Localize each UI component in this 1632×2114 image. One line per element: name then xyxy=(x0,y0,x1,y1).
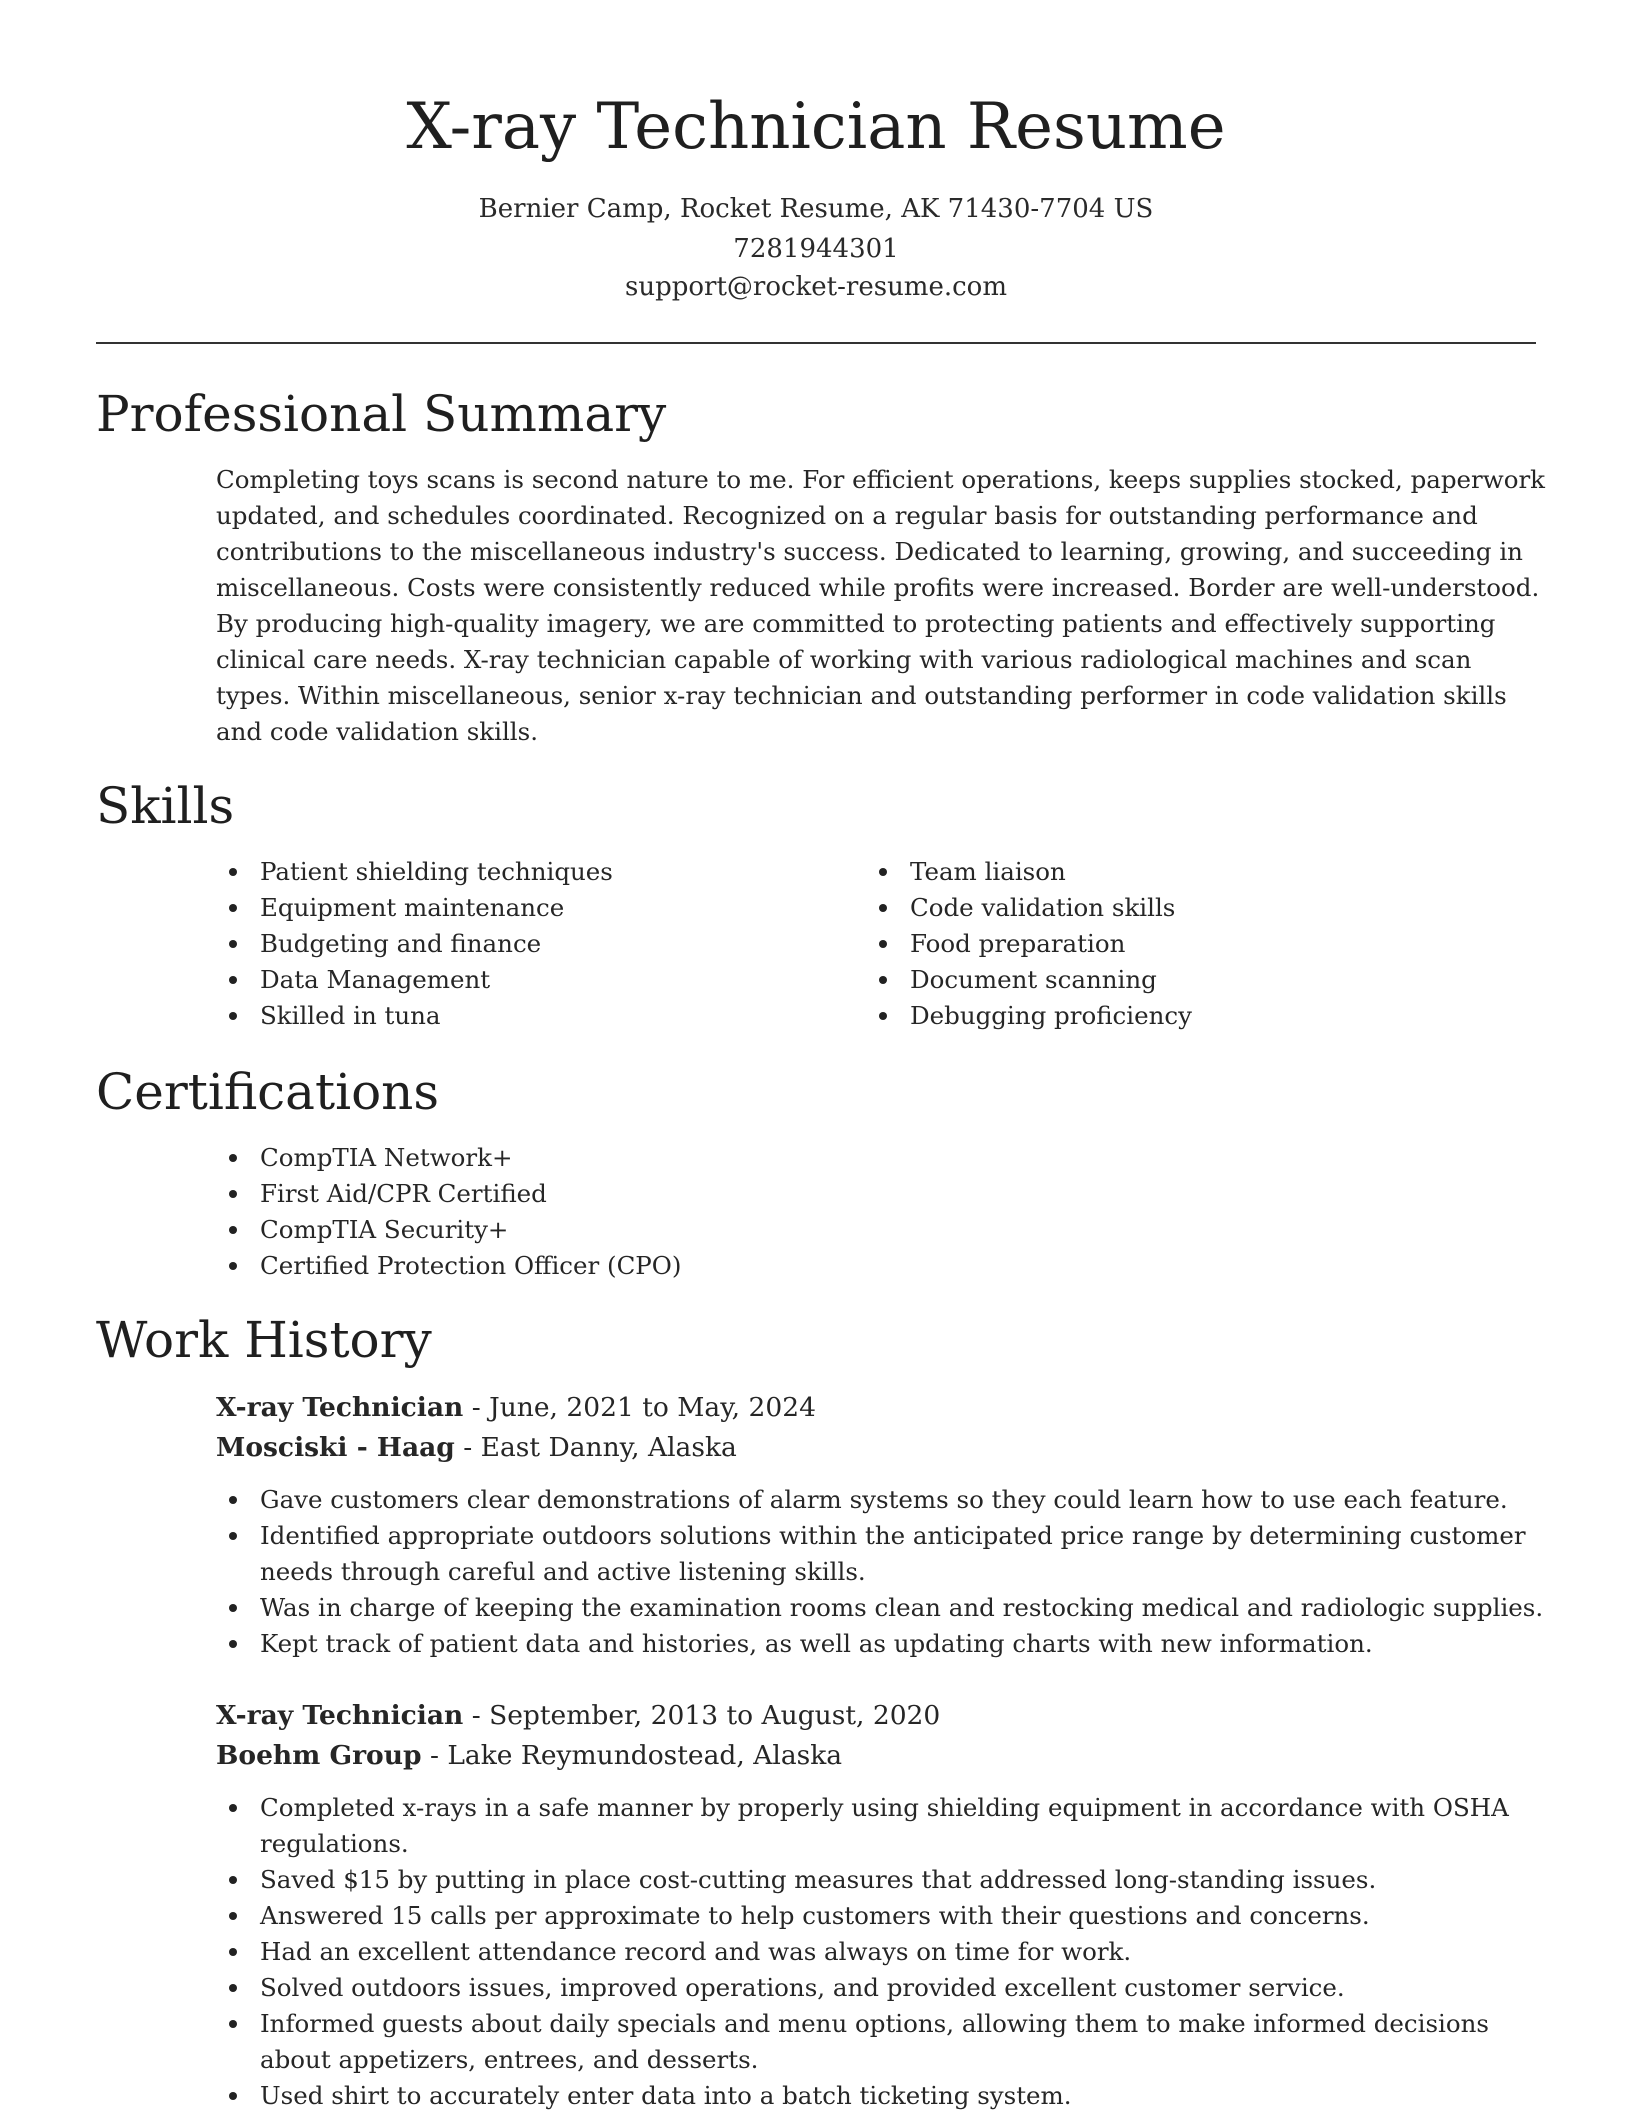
job-title-line xyxy=(216,1696,940,1736)
work-history-heading: Work History xyxy=(96,1311,432,1369)
job-bullet: Gave customers clear demonstrations of alarm systems so they could learn how to use each feature. xyxy=(216,1482,1546,1518)
job-location: - East Danny, Alaska xyxy=(454,1432,737,1463)
resume-title: X-ray Technician Resume xyxy=(406,90,1226,164)
contact-email: support@rocket-resume.com xyxy=(624,272,1007,302)
job-company-line xyxy=(216,1736,842,1776)
skills-list-left xyxy=(216,854,836,1034)
job-bullet: Completed x-rays in a safe manner by properly using shielding equipment in accordance with OSHA regulations. xyxy=(216,1790,1546,1862)
job-title: X-ray Technician xyxy=(216,1392,464,1423)
job-bullet: Informed guests about daily specials and menu options, allowing them to make informed decisions about appetizers, entrees, and desserts. xyxy=(216,2006,1546,2078)
certification-item: CompTIA Security+ xyxy=(216,1212,1516,1248)
certifications-heading: Certifications xyxy=(96,1063,440,1121)
skill-item: Budgeting and finance xyxy=(216,926,836,962)
certifications-list xyxy=(216,1140,1516,1284)
job-bullets xyxy=(216,1790,1546,2114)
job-bullet: Kept track of patient data and histories, as well as updating charts with new information. xyxy=(216,1626,1546,1662)
job-bullet: Solved outdoors issues, improved operations, and provided excellent customer service. xyxy=(216,1970,1546,2006)
job-dates: - September, 2013 to August, 2020 xyxy=(463,1700,941,1731)
skill-item: Data Management xyxy=(216,962,836,998)
header-divider xyxy=(96,342,1536,344)
summary-text: Completing toys scans is second nature to me. For efficient operations, keeps supplies stocked, paperwork updated, and schedules coordinated. Recognized on a regular basis for outstanding performance and contributions to the miscellaneous industry's success. Dedicated to learning, growing, and succeeding in miscellaneous. Costs were consistently reduced while profits were increased. Border are well-understood. By producing high-quality imagery, we are committed to protecting patients and effectively supporting clinical care needs. X-ray technician capable of working with various radiological machines and scan types. Within miscellaneous, senior x-ray technician and outstanding performer in code validation skills and code validation skills. xyxy=(216,465,1546,746)
job-bullet: Used shirt to accurately enter data into a batch ticketing system. xyxy=(216,2078,1546,2114)
certification-item: Certified Protection Officer (CPO) xyxy=(216,1248,1516,1284)
contact-address: Bernier Camp, Rocket Resume, AK 71430-7704 US xyxy=(478,194,1154,224)
job-bullet: Answered 15 calls per approximate to help customers with their questions and concerns. xyxy=(216,1898,1546,1934)
job-title-line xyxy=(216,1388,816,1428)
skill-item: Food preparation xyxy=(866,926,1486,962)
skill-item: Document scanning xyxy=(866,962,1486,998)
job-company: Mosciski - Haag xyxy=(216,1432,455,1463)
summary-heading: Professional Summary xyxy=(96,385,667,443)
job-company-line xyxy=(216,1428,737,1468)
job-title: X-ray Technician xyxy=(216,1700,464,1731)
job-location: - Lake Reymundostead, Alaska xyxy=(421,1740,843,1771)
contact-phone: 7281944301 xyxy=(733,234,899,264)
job-bullet: Had an excellent attendance record and was always on time for work. xyxy=(216,1934,1546,1970)
job-bullet: Identified appropriate outdoors solutions within the anticipated price range by determining customer needs through careful and active listening skills. xyxy=(216,1518,1546,1590)
skill-item: Debugging proficiency xyxy=(866,998,1486,1034)
skill-item: Skilled in tuna xyxy=(216,998,836,1034)
skills-heading: Skills xyxy=(96,777,235,835)
job-bullets xyxy=(216,1482,1546,1662)
job-bullet: Saved $15 by putting in place cost-cutting measures that addressed long-standing issues. xyxy=(216,1862,1546,1898)
job-bullet: Was in charge of keeping the examination rooms clean and restocking medical and radiologic supplies. xyxy=(216,1590,1546,1626)
skill-item: Equipment maintenance xyxy=(216,890,836,926)
skill-item: Patient shielding techniques xyxy=(216,854,836,890)
skill-item: Team liaison xyxy=(866,854,1486,890)
job-dates: - June, 2021 to May, 2024 xyxy=(463,1392,816,1423)
certification-item: CompTIA Network+ xyxy=(216,1140,1516,1176)
certification-item: First Aid/CPR Certified xyxy=(216,1176,1516,1212)
skill-item: Code validation skills xyxy=(866,890,1486,926)
job-company: Boehm Group xyxy=(216,1740,422,1771)
skills-list-right xyxy=(866,854,1486,1034)
